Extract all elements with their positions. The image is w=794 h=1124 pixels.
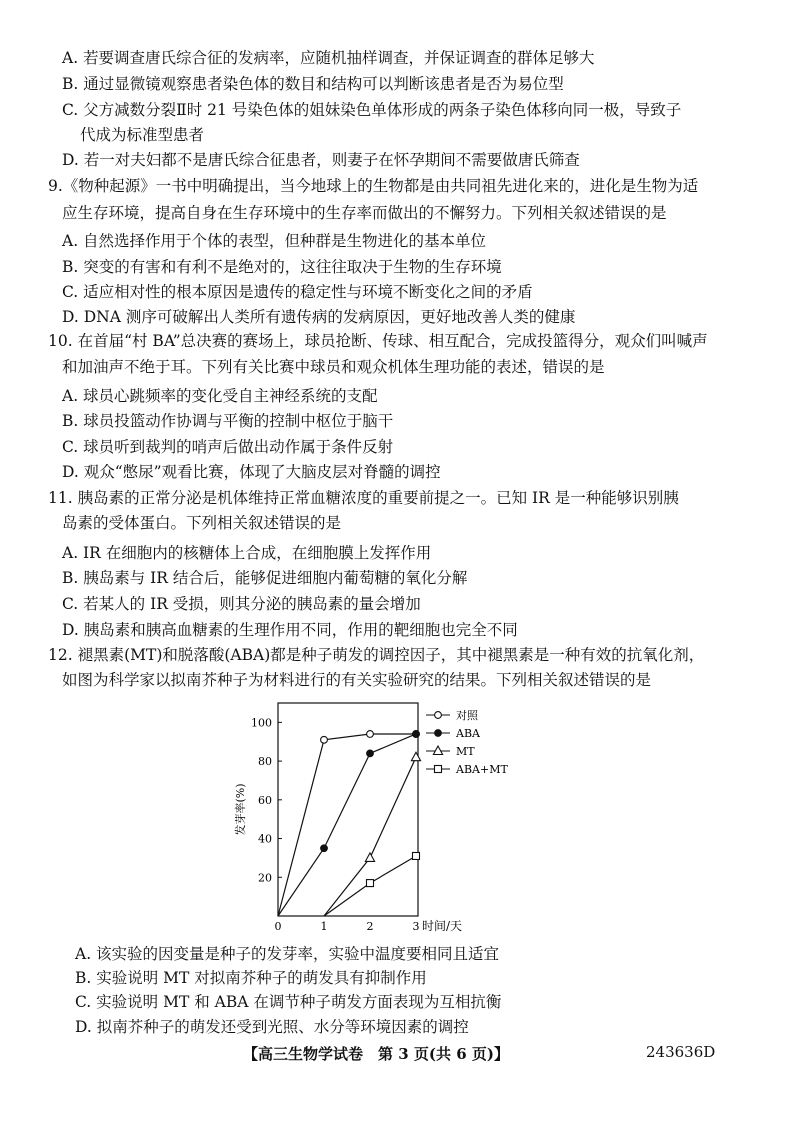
q11-option-d: D. 胰岛素和胰高血糖素的生理作用不同，作用的靶细胞也完全不同 — [62, 621, 518, 639]
q8-option-d: D. 若一对夫妇都不是唐氏综合征患者，则妻子在怀孕期间不需要做唐氏筛查 — [62, 151, 580, 169]
y-axis-label: 发芽率(%) — [234, 783, 247, 836]
q9-option-d: D. DNA 测序可破解出人类所有遗传病的发病原因，更好地改善人类的健康 — [62, 308, 576, 326]
q12-option-c: C. 实验说明 MT 和 ABA 在调节种子萌发方面表现为互相抗衡 — [75, 993, 502, 1011]
data-point-对照 — [367, 731, 374, 738]
q11-option-b: B. 胰岛素与 IR 结合后，能够促进细胞内葡萄糖的氧化分解 — [62, 569, 468, 587]
y-tick-label: 20 — [258, 871, 272, 885]
x-tick-label: 2 — [366, 920, 374, 933]
q12-stem: 12. 褪黑素(MT)和脱落酸(ABA)都是种子萌发的调控因子，其中褪黑素是一种有效的抗氧化剂， — [48, 646, 705, 664]
legend-marker-对照 — [435, 712, 442, 719]
y-tick-label: 80 — [258, 755, 272, 769]
y-tick-label: 100 — [251, 716, 272, 730]
data-point-mt — [365, 853, 374, 862]
q8-option-c-cont: 代成为标准型患者 — [80, 126, 205, 144]
legend-marker-aba — [435, 730, 442, 737]
q9-stem-cont: 应生存环境，提高自身在生存环境中的生存率而做出的不懈努力。下列相关叙述错误的是 — [62, 204, 667, 222]
q11-option-c: C. 若某人的 IR 受损，则其分泌的胰岛素的量会增加 — [62, 595, 421, 613]
data-point-aba-plus-mt — [413, 852, 420, 859]
y-tick-label: 40 — [258, 832, 272, 846]
legend-label-aba-plus-mt: ABA+MT — [456, 763, 508, 776]
q12-option-b: B. 实验说明 MT 对拟南芥种子的萌发具有抑制作用 — [75, 969, 427, 987]
q9-stem: 9.《物种起源》一书中明确提出，当今地球上的生物都是由共同祖先进化来的，进化是生物为适 — [48, 177, 699, 195]
q10-option-d: D. 观众“憋尿”观看比赛，体现了大脑皮层对脊髓的调控 — [62, 463, 441, 481]
series-line-mt — [324, 757, 416, 916]
y-tick-label: 60 — [258, 793, 272, 807]
q9-option-b: B. 突变的有害和有利不是绝对的，这往往取决于生物的生存环境 — [62, 258, 502, 276]
q12-stem-cont: 如图为科学家以拟南芥种子为材料进行的有关实验研究的结果。下列相关叙述错误的是 — [62, 671, 652, 689]
series-line-aba — [278, 734, 416, 916]
q11-stem-cont: 岛素的受体蛋白。下列相关叙述错误的是 — [62, 514, 342, 532]
q10-stem-cont: 和加油声不绝于耳。下列有关比赛中球员和观众机体生理功能的表述，错误的是 — [62, 358, 605, 376]
data-point-对照 — [321, 736, 328, 743]
q8-option-c: C. 父方减数分裂Ⅱ时 21 号染色体的姐妹染色单体形成的两条子染色体移向同一极，导致子 — [62, 101, 682, 119]
q9-option-c: C. 适应相对性的根本原因是遗传的稳定性与环境不断变化之间的矛盾 — [62, 283, 533, 301]
q12-option-d: D. 拟南芥种子的萌发还受到光照、水分等环境因素的调控 — [75, 1018, 469, 1036]
legend-label-对照: 对照 — [456, 709, 478, 722]
q8-option-b: B. 通过显微镜观察患者染色体的数目和结构可以判断该患者是否为易位型 — [62, 75, 564, 93]
x-tick-label: 3 — [412, 920, 420, 933]
paper-code: 243636D — [646, 1043, 716, 1061]
series-line-对照 — [278, 734, 416, 916]
page-footer-title: 【高三生物学试卷 第 3 页(共 6 页)】 — [243, 1045, 509, 1063]
x-tick-label: 0 — [274, 920, 282, 933]
germination-rate-chart — [228, 700, 558, 935]
q10-stem: 10. 在首届“村 BA”总决赛的赛场上，球员抢断、传球、相互配合，完成投篮得分，观众们叫喊声 — [48, 332, 708, 350]
legend-label-aba: ABA — [456, 727, 480, 740]
data-point-aba-plus-mt — [367, 880, 374, 887]
q10-option-b: B. 球员投篮动作协调与平衡的控制中枢位于脑干 — [62, 412, 394, 430]
x-tick-label: 1 — [320, 920, 328, 933]
x-axis-label: 时间/天 — [422, 919, 463, 933]
q12-option-a: A. 该实验的因变量是种子的发芽率，实验中温度要相同且适宜 — [75, 945, 500, 963]
data-point-mt — [411, 752, 420, 761]
legend-label-mt: MT — [456, 745, 475, 758]
q11-stem: 11. 胰岛素的正常分泌是机体维持正常血糖浓度的重要前提之一。已知 IR 是一种能够识别胰 — [48, 489, 679, 507]
legend-marker-mt — [433, 746, 442, 755]
legend-marker-aba-plus-mt — [435, 766, 442, 773]
q9-option-a: A. 自然选择作用于个体的表型，但种群是生物进化的基本单位 — [62, 232, 487, 250]
data-point-aba — [367, 750, 374, 757]
q10-option-a: A. 球员心跳频率的变化受自主神经系统的支配 — [62, 387, 378, 405]
data-point-aba — [321, 845, 328, 852]
data-point-aba — [413, 731, 420, 738]
q10-option-c: C. 球员听到裁判的哨声后做出动作属于条件反射 — [62, 438, 394, 456]
q11-option-a: A. IR 在细胞内的核糖体上合成，在细胞膜上发挥作用 — [62, 544, 432, 562]
q8-option-a: A. 若要调查唐氏综合征的发病率，应随机抽样调查，并保证调查的群体足够大 — [62, 49, 595, 67]
